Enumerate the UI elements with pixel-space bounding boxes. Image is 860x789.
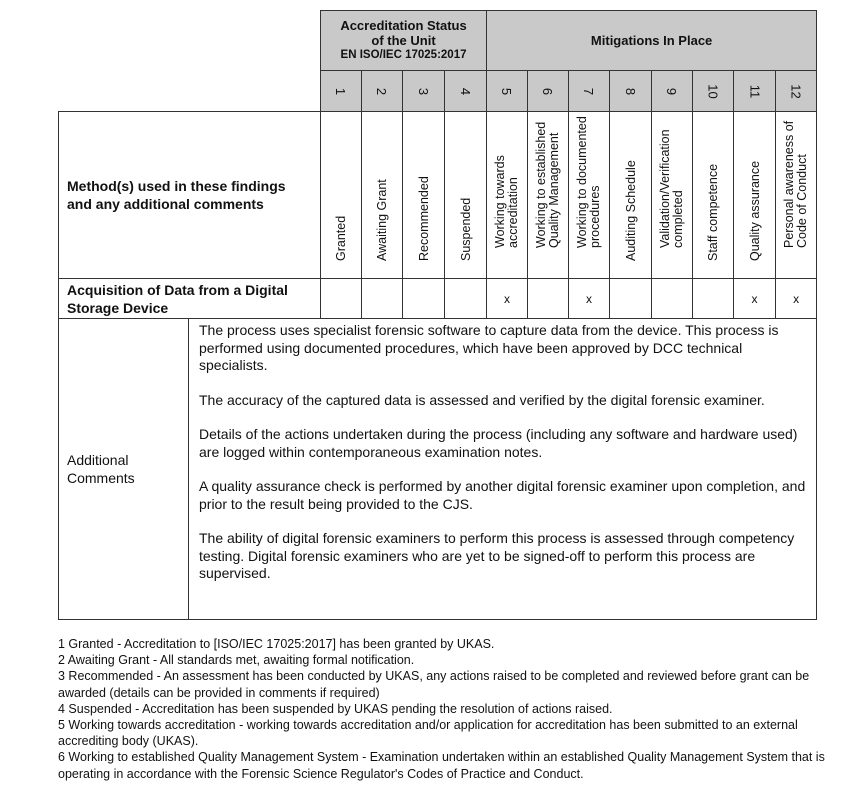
status-mark (528, 279, 569, 319)
status-standard: EN ISO/IEC 17025:2017 (340, 49, 467, 61)
acquisition-row (59, 279, 817, 319)
column-number: 3 (415, 87, 431, 95)
status-mark (652, 279, 693, 319)
comment-paragraph: The ability of digital forensic examiners to perform this process is assessed through competency testing. Digital forensic examiners who are yet to be signed-off to perform this process are supervised. (199, 530, 795, 581)
column-label: Recommended (416, 176, 431, 261)
column-label: Suspended (458, 197, 473, 261)
column-number: 6 (540, 87, 556, 95)
column-number: 12 (788, 83, 804, 99)
status-title-line2: of the Unit (371, 33, 436, 48)
column-label: Granted (334, 215, 348, 261)
column-label: Quality assurance (747, 160, 762, 261)
status-mark: x (776, 279, 817, 319)
column-number: 1 (333, 87, 349, 95)
method-header: Method(s) used in these findings and any additional comments (59, 112, 321, 279)
status-mark (362, 279, 403, 319)
column-number: 8 (623, 87, 639, 95)
blank-number-cell (59, 71, 321, 112)
column-label-row (59, 112, 817, 279)
column-label: Validation/Verification completed (658, 129, 686, 248)
column-number: 5 (499, 87, 515, 95)
status-title-line1: Accreditation Status (340, 18, 467, 33)
column-label: Working towards accreditation (493, 155, 521, 248)
column-label: Staff competence (706, 163, 721, 261)
comment-paragraph: Details of the actions undertaken during the process (including any software and hardware used) are logged within contemporaneous examination notes. (199, 426, 798, 460)
footnote: 5 Working towards accreditation - working towards accreditation and/or application for accreditation has been submitted to an external accrediting body (UKAS). (58, 718, 798, 749)
acquisition-title: Acquisition of Data from a Digital Storage Device (59, 279, 321, 319)
column-number: 7 (581, 87, 597, 95)
additional-comments-label: Additional Comments (59, 319, 189, 620)
column-label: Working to established Quality Management (534, 121, 562, 248)
footnote: 2 Awaiting Grant - All standards met, awaiting formal notification. (58, 653, 415, 668)
column-number: 4 (458, 87, 474, 95)
column-number: 2 (374, 87, 390, 95)
footnotes (58, 636, 838, 782)
footnote: 4 Suspended - Accreditation has been suspended by UKAS pending the resolution of actions raised. (58, 701, 613, 716)
column-number: 11 (747, 84, 763, 98)
column-label: Awaiting Grant (375, 179, 389, 261)
column-label: Auditing Schedule (623, 160, 638, 261)
status-mark (693, 279, 734, 319)
additional-comments-row (59, 319, 817, 620)
column-label: Personal awareness of Code of Conduct (782, 120, 810, 248)
status-mark (403, 279, 445, 319)
status-mark: x (487, 279, 528, 319)
status-mark (321, 279, 362, 319)
additional-comments-body (189, 319, 817, 620)
header-row (59, 11, 817, 71)
status-mark: x (734, 279, 776, 319)
comment-paragraph: A quality assurance check is performed by another digital forensic examiner upon completion, and prior to the result being provided to the CJS. (199, 478, 806, 512)
footnote: 1 Granted - Accreditation to [ISO/IEC 17025:2017] has been granted by UKAS. (58, 637, 495, 651)
mitigations-header: Mitigations In Place (487, 11, 817, 71)
status-mark (610, 279, 652, 319)
blank-header-cell (59, 11, 321, 71)
comment-paragraph: The process uses specialist forensic software to capture data from the device. This process is performed using documented procedures, which have been approved by DCC technical specialists. (199, 322, 779, 373)
comment-paragraph: The accuracy of the captured data is assessed and verified by the digital forensic examiner. (199, 391, 765, 408)
column-number-row (59, 71, 817, 112)
status-mark (445, 279, 487, 319)
column-number: 10 (705, 83, 721, 99)
footnote: 3 Recommended - An assessment has been conducted by UKAS, any actions raised to be completed and reviewed before grant can be awarded (details can be provided in comments if required) (58, 669, 810, 700)
accreditation-table (58, 10, 817, 620)
accreditation-status-header (321, 11, 487, 71)
footnote: 6 Working to established Quality Management System - Examination undertaken within an established Quality Management System that is operating in accordance with the Forensic Science Regulator's Codes of Practice and Conduct. (58, 750, 825, 781)
column-number: 9 (664, 87, 680, 95)
status-mark: x (569, 279, 610, 319)
column-label: Working to documented procedures (575, 116, 603, 248)
